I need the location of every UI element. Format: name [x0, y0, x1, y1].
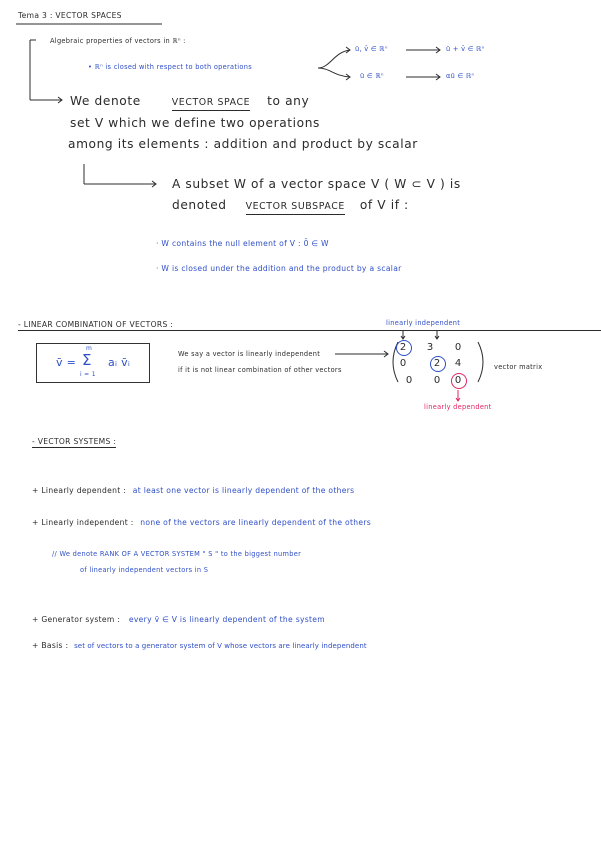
rank-definition-line-2: of linearly independent vectors in S: [80, 566, 209, 574]
linearly-independent-item: [32, 519, 371, 527]
operation-scalar-left: ū ∈ ℝⁿ: [360, 72, 384, 80]
subspace-condition-2: · W is closed under the addition and the product by a scalar: [156, 264, 402, 273]
vector-space-line-2: set V which we define two operations: [70, 116, 320, 130]
generator-system-label: + Generator system :: [32, 615, 121, 624]
operation-sum-left: ū, v̄ ∈ ℝⁿ: [355, 45, 388, 53]
formula-lower-limit: i = 1: [80, 371, 96, 378]
vector-space-post: to any: [267, 94, 310, 108]
vector-matrix-label: vector matrix: [494, 363, 543, 371]
operation-scalar-right: αū ∈ ℝⁿ: [446, 72, 475, 80]
linearly-dependent-definition: at least one vector is linearly dependent of the others: [132, 486, 355, 495]
generator-system-definition: every v̄ ∈ V is linearly dependent of the system: [128, 615, 325, 624]
basis-label: + Basis :: [32, 641, 69, 650]
matrix-cell: 0: [454, 342, 462, 353]
subspace-term: VECTOR SUBSPACE: [245, 201, 345, 212]
matrix-cell: 0: [405, 375, 413, 386]
algebraic-heading: Algebraic properties of vectors in ℝⁿ :: [50, 37, 186, 45]
generator-system-item: [32, 616, 325, 624]
formula-lhs: v̄ =: [56, 356, 77, 369]
linearly-dependent-label-text: + Linearly dependent :: [32, 486, 127, 495]
matrix-cell: 4: [454, 358, 462, 369]
independence-explanation-2: if it is not linear combination of other vectors: [178, 366, 342, 374]
subspace-line-1: A subset W of a vector space V ( W ⊂ V ) is: [172, 177, 461, 191]
basis-definition: set of vectors to a generator system of V whose vectors are linearly independent: [74, 642, 367, 650]
page-title: Tema 3 : VECTOR SPACES: [18, 11, 122, 20]
linearly-dependent-label: linearly dependent: [424, 403, 492, 411]
independence-explanation-1: We say a vector is linearly independent: [178, 350, 321, 358]
linear-combination-heading: - LINEAR COMBINATION OF VECTORS :: [18, 321, 601, 329]
vector-space-line-3: among its elements : addition and product by scalar: [68, 137, 418, 151]
vector-systems-heading-text: - VECTOR SYSTEMS :: [32, 437, 117, 446]
operation-sum-right: ū + v̄ ∈ ℝⁿ: [446, 45, 485, 53]
matrix-cell: 3: [426, 342, 434, 353]
linearly-independent-label-text: + Linearly independent :: [32, 518, 134, 527]
subspace-condition-1: · W contains the null element of V : 0̄ ∈ W: [156, 239, 329, 248]
subspace-post: of V if :: [359, 198, 409, 212]
vector-space-pre: We denote: [70, 94, 141, 108]
formula-sigma: Σ: [82, 351, 92, 369]
rank-definition-line-1: // We denote RANK OF A VECTOR SYSTEM " S " to the biggest number: [52, 550, 302, 558]
matrix-cell: 2: [433, 358, 441, 369]
linearly-independent-definition: none of the vectors are linearly dependent of the others: [140, 518, 372, 527]
linearly-dependent-item: [32, 487, 354, 495]
formula-upper-limit: m: [86, 345, 93, 352]
basis-item: [32, 642, 367, 650]
subspace-pre: denoted: [172, 198, 227, 212]
vector-space-term: VECTOR SPACE: [171, 97, 251, 108]
closure-bullet: • ℝⁿ is closed with respect to both operations: [88, 63, 252, 71]
formula-term: aᵢ v̄ᵢ: [108, 356, 131, 369]
matrix-cell: 2: [399, 342, 407, 353]
vector-systems-heading: [32, 438, 116, 446]
subspace-line-2: [172, 199, 409, 211]
linearly-independent-label: linearly independent: [386, 319, 461, 327]
vector-space-line-1: [70, 95, 309, 107]
matrix-cell: 0: [433, 375, 441, 386]
matrix-cell: 0: [399, 358, 407, 369]
matrix-cell: 0: [454, 375, 462, 386]
